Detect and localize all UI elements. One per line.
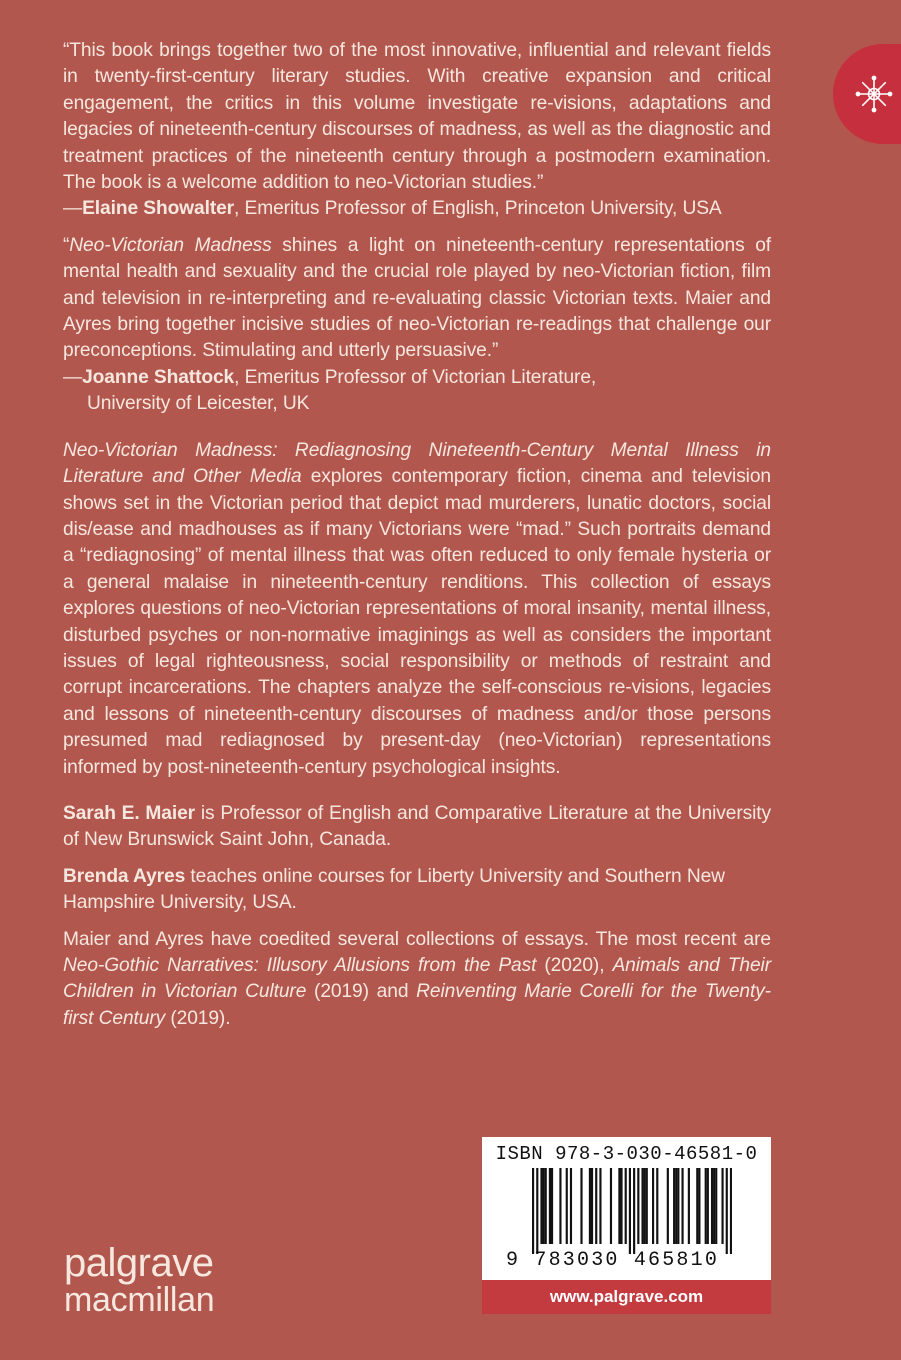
ean-digits: 9 783030 465810 bbox=[506, 1249, 720, 1272]
editor-name-maier: Sarah E. Maier bbox=[63, 802, 196, 824]
barcode-bar bbox=[633, 1168, 635, 1254]
barcode-bar bbox=[589, 1168, 591, 1244]
barcode-bar bbox=[667, 1168, 669, 1244]
collection-book-2: Animals and Their Children in Victorian Culture bbox=[63, 955, 771, 1003]
dash: — bbox=[63, 198, 83, 220]
barcode-bar bbox=[540, 1168, 542, 1244]
blurb-shattock-author: Joanne Shattock bbox=[82, 366, 235, 388]
barcode-bar bbox=[629, 1168, 631, 1254]
barcode-bar bbox=[677, 1168, 679, 1244]
barcode-bar bbox=[656, 1168, 658, 1244]
barcode-bar bbox=[595, 1168, 597, 1244]
blurb-showalter-attribution bbox=[63, 196, 771, 222]
dash: — bbox=[63, 366, 83, 388]
barcode-bar bbox=[715, 1168, 717, 1244]
editor-bio-ayres: Brenda Ayres teaches online courses for Liberty University and Southern New Hampshire University, USA. bbox=[63, 865, 725, 914]
book-description-body: explores contemporary fiction, cinema and television shows set in the Victorian period that depict mad murderers, lunatic doctors, social dis/ease and madhouses as if many Victorians were “mad.” Such portraits demand a “rediagnosing” of mental illness that was often reduced to only female hysteria or a general malaise in nineteenth-century renditions. This collection of essays explores questions of neo-Victorian representations of moral insanity, mental illness, disturbed psyches or non-normative imaginings as well as considers the important issues of legal righteousness, social responsibility or methods of restraint and corrupt incarcerations. The chapters analyze the self-conscious re-visions, legacies and lessons of nineteenth-century discourses of madness and/or those persons presumed mad rediagnosed by present-day (neo-Victorian) representations informed by post-nineteenth-century psychological insights. bbox=[63, 466, 771, 778]
barcode-bar bbox=[688, 1168, 690, 1244]
barcode-bar bbox=[705, 1168, 707, 1244]
blurb-shattock-affiliation: , Emeritus Professor of Victorian Literature, bbox=[234, 366, 597, 388]
back-cover-text bbox=[63, 38, 771, 1032]
barcode-bar bbox=[673, 1168, 675, 1244]
barcode-bar bbox=[618, 1168, 620, 1244]
barcode-bar bbox=[675, 1168, 677, 1244]
publisher-name-line2: macmillan bbox=[64, 1281, 215, 1319]
barcode-bar bbox=[625, 1168, 627, 1244]
collection-book-1: Neo-Gothic Narratives: Illusory Allusions from the Past bbox=[63, 955, 537, 976]
isbn-label: ISBN 978-3-030-46581-0 bbox=[495, 1143, 758, 1165]
barcode-bar bbox=[641, 1168, 643, 1244]
palgrave-starburst-icon bbox=[854, 74, 894, 114]
barcode-bar bbox=[696, 1168, 698, 1244]
barcode-bar bbox=[543, 1168, 545, 1244]
barcode-bar bbox=[549, 1168, 551, 1244]
barcode-bar bbox=[559, 1168, 561, 1244]
editors-collections: Maier and Ayres have coedited several collections of essays. The most recent are Neo-Gothic Narratives: Illusory Allusions from the Past (2020), Animals and Their Children in Victorian Culture (2019) and Reinventing Marie Corelli for the Twenty-first Century (2019). bbox=[63, 928, 771, 1029]
barcode-bar bbox=[726, 1168, 728, 1254]
barcode-bar bbox=[730, 1168, 732, 1254]
collection-book-3: Reinventing Marie Corelli for the Twenty-first Century bbox=[63, 981, 771, 1029]
publisher-logo bbox=[64, 1243, 214, 1317]
book-title: Neo-Victorian Madness: Rediagnosing Nineteenth-Century Mental Illness in Literature and Other Media bbox=[63, 439, 771, 488]
barcode-bar bbox=[707, 1168, 709, 1244]
barcode-bar bbox=[610, 1168, 612, 1244]
barcode-bar bbox=[637, 1168, 639, 1244]
barcode-bar bbox=[644, 1168, 646, 1244]
publisher-name-line1: palgrave bbox=[64, 1241, 214, 1285]
editor-bio-maier: Sarah E. Maier is Professor of English and Comparative Literature at the University of New Brunswick Saint John, Canada. bbox=[63, 802, 771, 851]
blurb-shattock-attribution bbox=[63, 365, 771, 391]
barcode-bar bbox=[698, 1168, 700, 1244]
blurb-showalter-quote: “This book brings together two of the most innovative, influential and relevant fields in twenty-first-century literary studies. With creative expansion and critical engagement, the critics in this volume investigate re-visions, adaptations and legacies of nineteenth-century discourses of madness, as well as the diagnostic and treatment practices of the nineteenth century through a postmodern examination. The book is a welcome addition to neo-Victorian studies.” bbox=[63, 40, 771, 194]
blurb-showalter-author: Elaine Showalter bbox=[82, 198, 235, 220]
blurb-showalter-affiliation: , Emeritus Professor of English, Princeton University, USA bbox=[234, 198, 722, 220]
barcode-bar bbox=[580, 1168, 582, 1244]
barcode-bar bbox=[620, 1168, 622, 1244]
barcode-bar bbox=[721, 1168, 723, 1244]
isbn-barcode bbox=[482, 1137, 771, 1314]
barcode-bar bbox=[599, 1168, 601, 1244]
palgrave-logo-badge bbox=[833, 44, 901, 144]
blurb-shattock-quote: “Neo-Victorian Madness shines a light on nineteenth-century representations of mental health and sexuality and the crucial role played by neo-Victorian fiction, film and television in re-interpreting and re-evaluating classic Victorian texts. Maier and Ayres bring together incisive studies of neo-Victorian re-readings that challenge our preconceptions. Stimulating and utterly persuasive.” bbox=[63, 234, 771, 362]
barcode-bar bbox=[570, 1168, 572, 1244]
barcode-bars bbox=[532, 1168, 732, 1254]
barcode-bar bbox=[711, 1168, 713, 1244]
blurb-shattock-affiliation-line2: University of Leicester, UK bbox=[87, 393, 310, 415]
barcode-bar bbox=[551, 1168, 553, 1244]
barcode-bar bbox=[713, 1168, 715, 1244]
barcode-bar bbox=[591, 1168, 593, 1244]
book-description bbox=[63, 438, 771, 781]
barcode-bar bbox=[681, 1168, 683, 1244]
editor-name-ayres: Brenda Ayres bbox=[63, 865, 186, 887]
blurb-shattock-book-title: Neo-Victorian Madness bbox=[69, 234, 272, 256]
publisher-url[interactable]: www.palgrave.com bbox=[482, 1280, 771, 1314]
barcode-bar bbox=[646, 1168, 648, 1244]
barcode-bar bbox=[566, 1168, 568, 1244]
barcode-bar bbox=[545, 1168, 547, 1244]
barcode-bar bbox=[652, 1168, 654, 1244]
barcode-bar bbox=[536, 1168, 538, 1254]
barcode-bar bbox=[532, 1168, 534, 1254]
